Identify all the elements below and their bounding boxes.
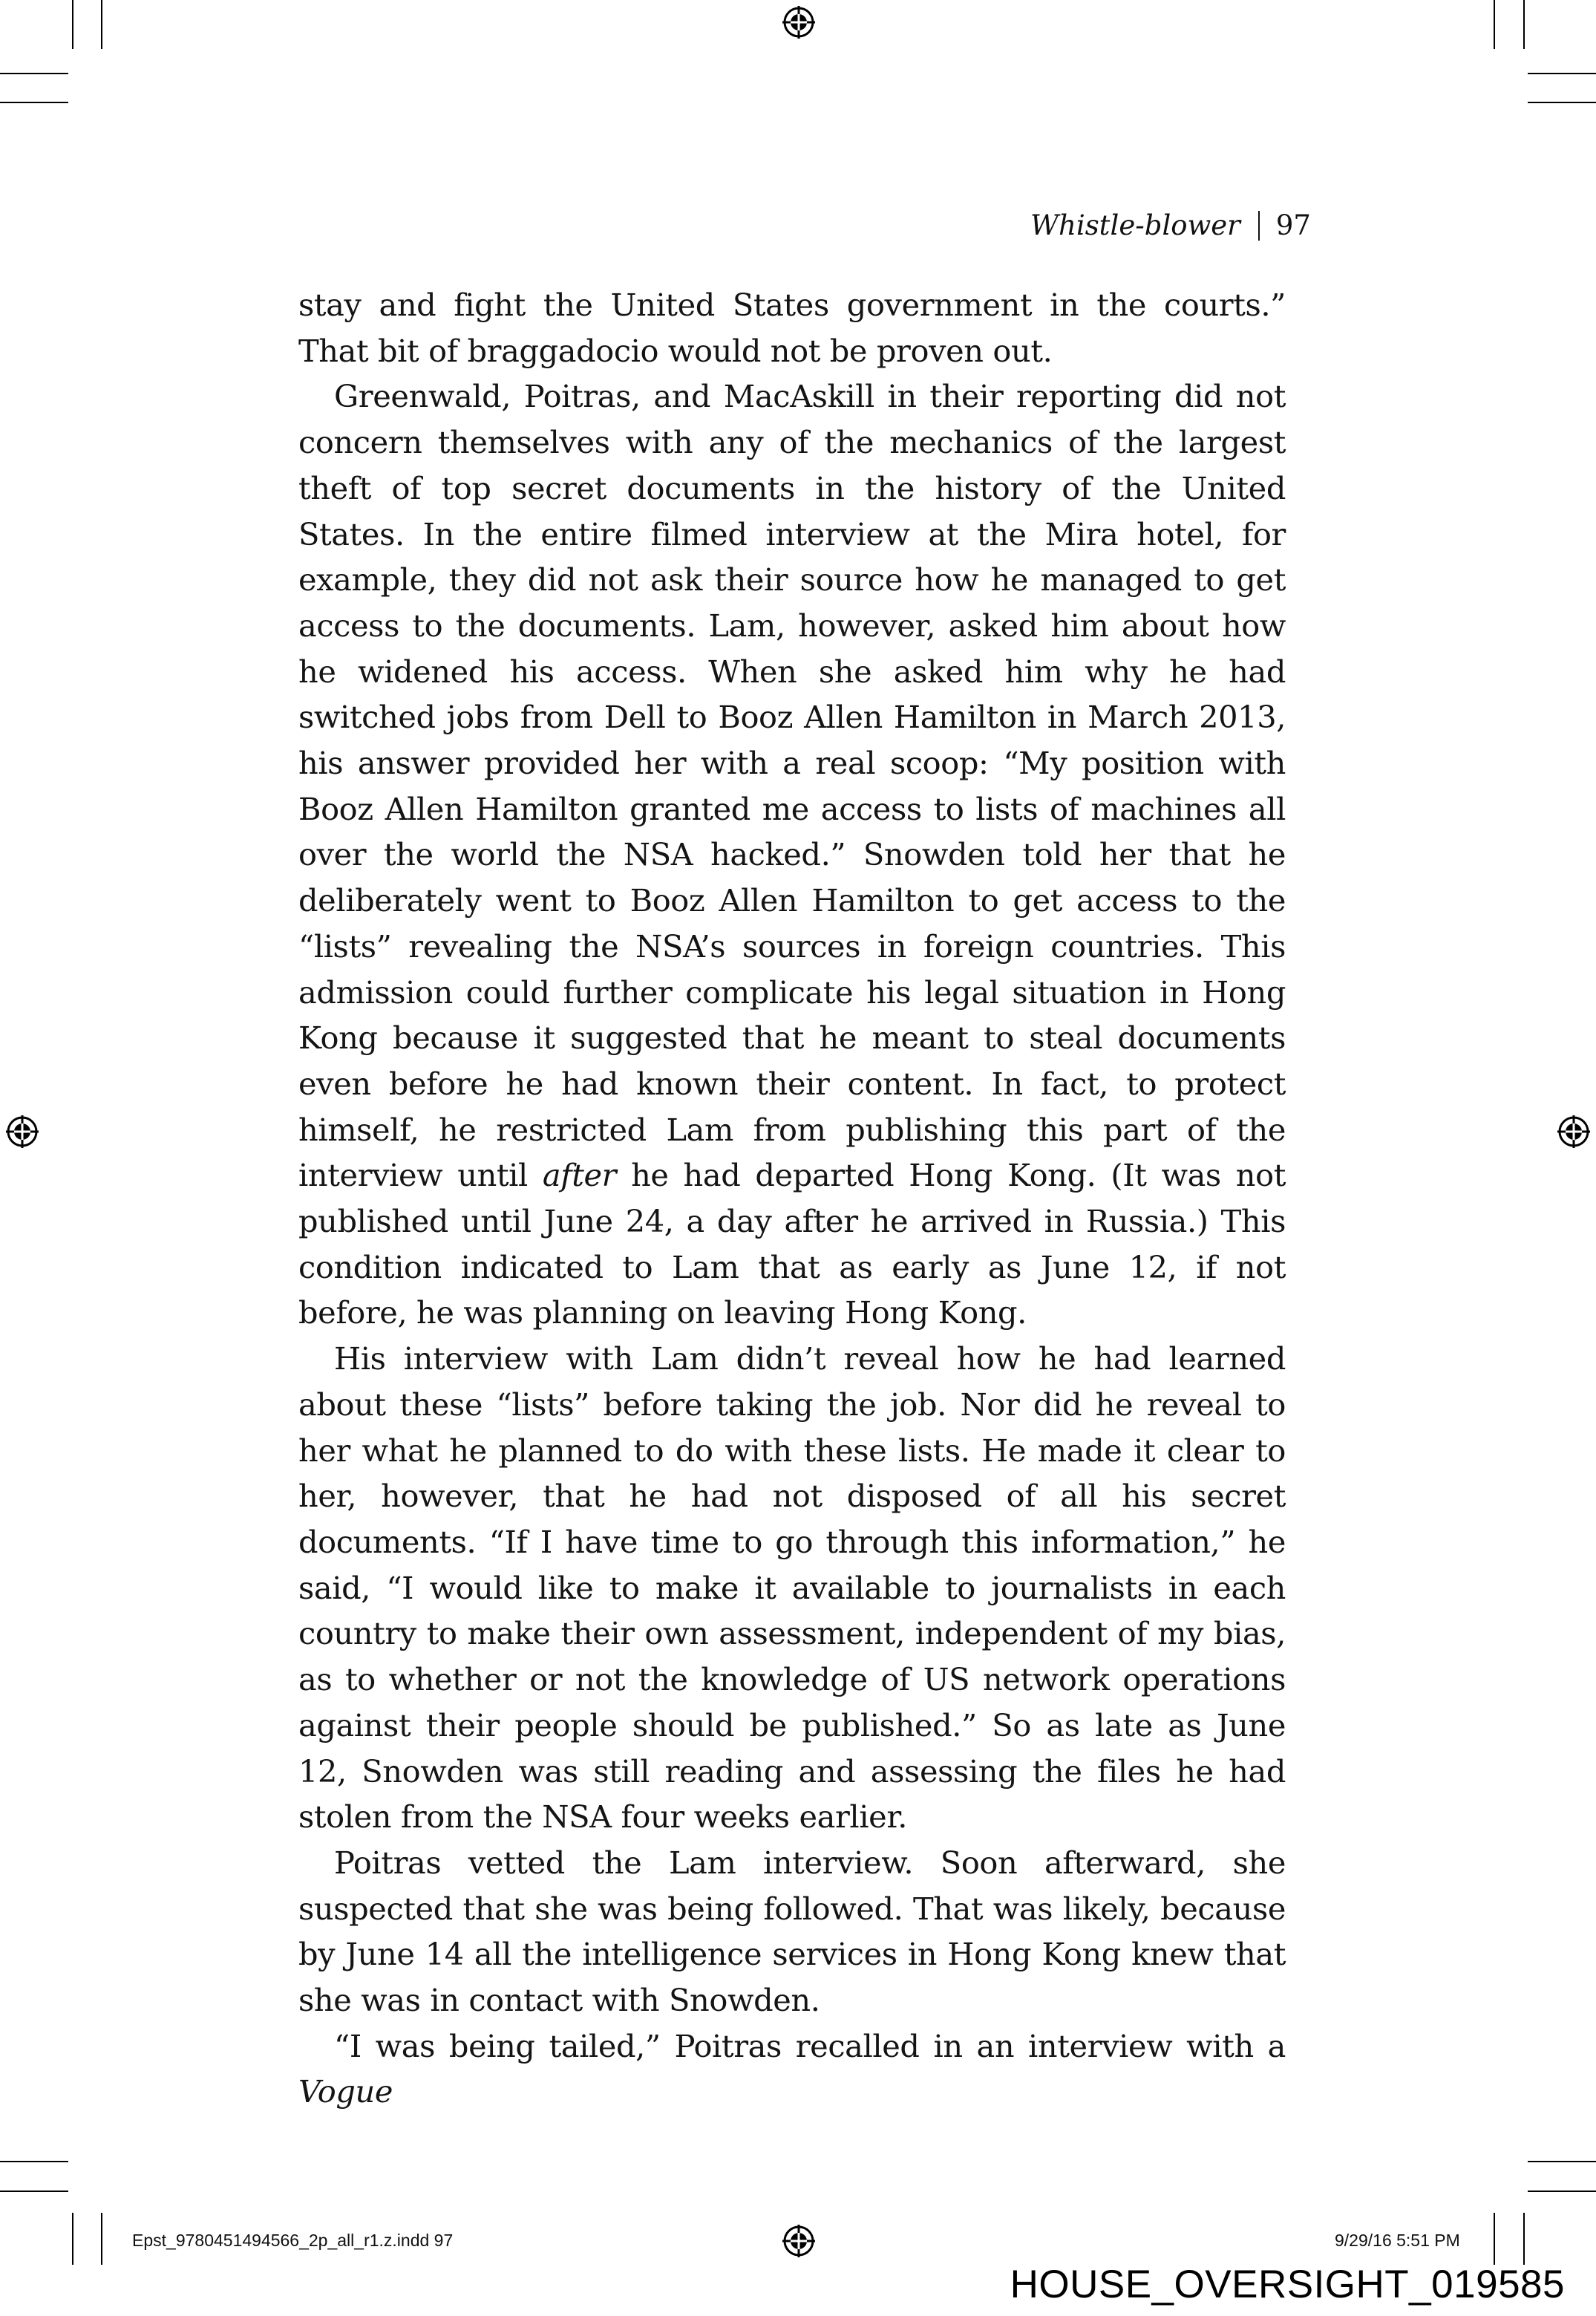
- file-slug: Epst_9780451494566_2p_all_r1.z.indd 97: [132, 2231, 454, 2250]
- crop-mark: [72, 2213, 73, 2265]
- crop-mark: [0, 2191, 68, 2192]
- crop-mark: [72, 0, 73, 49]
- crop-mark: [0, 102, 68, 103]
- paragraph: [298, 374, 1286, 1336]
- paragraph-text: Greenwald, Poitras, and MacAskill in their reporting did not concern themselves with any of the mechanics of the largest theft of top secret documents in the history of the United States. In the entire filmed interview at the Mira hotel, for example, they did not ask their source how he managed to get access to the documents. Lam, however, asked him about how he widened his access. When she asked him why he had switched jobs from Dell to Booz Allen Hamilton in March 2013, his answer provided her with a real scoop: “My position with Booz Allen Hamilton granted me access to lists of machines all over the world the NSA hacked.” Snowden told her that he deliberately went to Booz Allen Hamilton to get access to the “lists” revealing the NSA’s sources in foreign countries. This admission could further complicate his legal situation in Hong Kong because it suggested that he meant to steal documents even before he had known their content. In fact, to protect himself, he restricted Lam from publishing this part of the interview until: [298, 378, 1286, 1194]
- crop-mark: [1528, 2161, 1596, 2162]
- body-text: [298, 282, 1286, 2115]
- header-divider: [1258, 211, 1260, 241]
- crop-mark: [0, 2161, 68, 2162]
- emphasis: after: [542, 1157, 617, 1194]
- paragraph: [298, 2023, 1286, 2115]
- paragraph-text: he had departed Hong Kong. (It was not published until June 24, a day after he arrived in Russia.) This condition indicated to Lam that as early as June 12, if not before, he was planning on leaving Hong Kong.: [298, 1157, 1286, 1331]
- registration-mark-icon: [782, 2225, 815, 2257]
- crop-mark: [101, 0, 102, 49]
- crop-mark: [1528, 102, 1596, 103]
- emphasis: Vogue: [298, 2073, 393, 2110]
- crop-mark: [1528, 2191, 1596, 2192]
- crop-mark: [1494, 2213, 1495, 2265]
- crop-mark: [0, 73, 68, 74]
- registration-mark-icon: [1557, 1115, 1590, 1148]
- paragraph-text: “I was being tailed,” Poitras recalled in an interview with a: [334, 2027, 1286, 2064]
- crop-mark: [1528, 73, 1596, 74]
- section-title: Whistle-blower: [1030, 209, 1240, 241]
- page-number: 97: [1275, 209, 1311, 241]
- bates-number: HOUSE_OVERSIGHT_019585: [1010, 2263, 1565, 2306]
- crop-mark: [1494, 0, 1495, 49]
- crop-mark: [101, 2213, 102, 2265]
- crop-mark: [1523, 0, 1525, 49]
- print-timestamp: 9/29/16 5:51 PM: [1335, 2231, 1460, 2250]
- registration-mark-icon: [782, 6, 815, 39]
- paragraph: Poitras vetted the Lam interview. Soon afterward, she suspected that she was being followed. That was likely, because by June 14 all the intelligence services in Hong Kong knew that she was in contact with Snowden.: [298, 1844, 1286, 2019]
- paragraph: stay and fight the United States government in the courts.” That bit of braggadocio would not be proven out.: [298, 287, 1286, 369]
- running-header: [1030, 209, 1311, 241]
- registration-mark-icon: [6, 1115, 39, 1148]
- crop-mark: [1523, 2213, 1525, 2265]
- paragraph: His interview with Lam didn’t reveal how he had learned about these “lists” before taking the job. Nor did he reveal to her what he planned to do with these lists. He made it clear to her, however, that he had not disposed of all his secret documents. “If I have time to go through this information,” he said, “I would like to make it available to journalists in each country to make their own assessment, independent of my bias, as to whether or not the knowledge of US network operations against their people should be published.” So as late as June 12, Snowden was still reading and assessing the files he had stolen from the NSA four weeks earlier.: [298, 1340, 1286, 1836]
